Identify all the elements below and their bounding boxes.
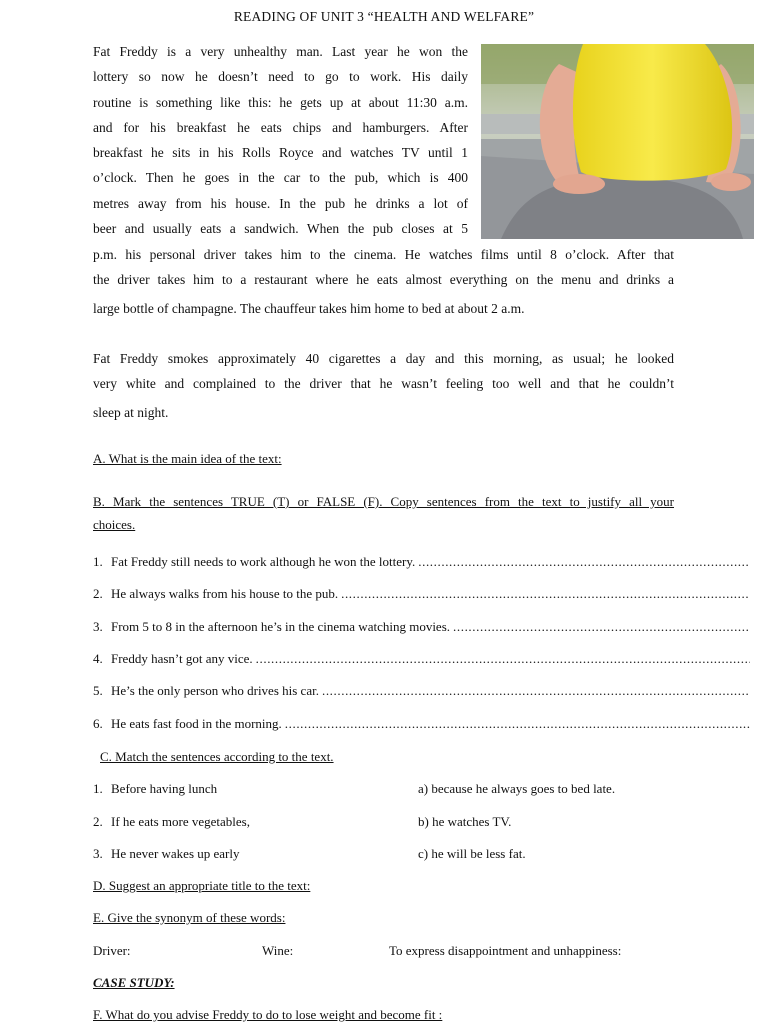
item-text: Fat Freddy still needs to work although he won the lottery. bbox=[111, 554, 416, 569]
passage-paragraph-2 bbox=[93, 346, 674, 397]
case-study-heading: CASE STUDY: bbox=[93, 975, 175, 990]
item-number: 2. bbox=[93, 814, 103, 829]
section-e-heading: E. Give the synonym of these words: bbox=[93, 910, 286, 925]
match-left-text: He never wakes up early bbox=[111, 846, 240, 861]
passage-line: large bottle of champagne. The chauffeur takes him home to bed at about 2 a.m. bbox=[93, 301, 525, 316]
page-title: READING OF UNIT 3 “HEALTH AND WELFARE” bbox=[233, 9, 535, 24]
passage-line: lottery so now he doesn’t need to go to work. His daily bbox=[93, 69, 468, 85]
section-b-line: B. Mark the sentences TRUE (T) or FALSE (F). Copy sentences from the text to justify all your bbox=[93, 494, 674, 509]
match-left bbox=[93, 814, 250, 830]
passage-line: routine is something like this: he gets up at about 11:30 a.m. bbox=[93, 94, 468, 110]
item-text: He always walks from his house to the pub. bbox=[111, 586, 339, 601]
passage-line: very white and complained to the driver that he wasn’t feeling too well and that he couldn’t bbox=[93, 376, 674, 392]
match-left-text: Before having lunch bbox=[111, 781, 218, 796]
item-number: 2. bbox=[93, 586, 103, 601]
match-left bbox=[93, 781, 217, 797]
tf-item bbox=[93, 683, 750, 699]
match-right: c) he will be less fat. bbox=[418, 846, 526, 861]
passage-line: sleep at night. bbox=[93, 405, 169, 420]
answer-line[interactable] bbox=[341, 586, 750, 602]
item-text: He’s the only person who drives his car. bbox=[111, 683, 319, 698]
passage-line: beer and usually eats a sandwich. When the pub closes at 5 bbox=[93, 221, 468, 237]
section-b-heading bbox=[93, 490, 674, 536]
passage-line: p.m. his personal driver takes him to the cinema. He watches films until 8 o’clock. After that bbox=[93, 247, 674, 262]
match-right: b) he watches TV. bbox=[418, 814, 512, 829]
passage-full-1 bbox=[93, 242, 674, 293]
tf-item bbox=[93, 586, 750, 602]
man-in-yellow-vest-photo bbox=[481, 44, 754, 239]
match-left bbox=[93, 846, 240, 862]
synonym-wine: Wine: bbox=[262, 943, 294, 958]
passage-line: the driver takes him to a restaurant where he eats almost everything on the menu and drinks a bbox=[93, 272, 674, 288]
section-b-line: choices. bbox=[93, 517, 136, 532]
tf-item bbox=[93, 554, 750, 570]
passage-line: o’clock. Then he goes in the car to the pub, which is 400 bbox=[93, 170, 468, 186]
item-text: Freddy hasn’t got any vice. bbox=[111, 651, 253, 666]
passage-wrapped bbox=[93, 39, 468, 241]
item-number: 3. bbox=[93, 846, 103, 861]
passage-line: breakfast he sits in his Rolls Royce and watches TV until 1 bbox=[93, 145, 468, 161]
item-number: 1. bbox=[93, 781, 103, 796]
section-a-heading: A. What is the main idea of the text: bbox=[93, 451, 282, 466]
item-text: From 5 to 8 in the afternoon he’s in the cinema watching movies. bbox=[111, 619, 451, 634]
section-c-heading: C. Match the sentences according to the text. bbox=[100, 749, 334, 764]
tf-item bbox=[93, 716, 750, 732]
answer-line[interactable] bbox=[256, 651, 750, 667]
item-number: 3. bbox=[93, 619, 103, 634]
item-number: 5. bbox=[93, 683, 103, 698]
match-right: a) because he always goes to bed late. bbox=[418, 781, 616, 796]
synonym-disappointment: To express disappointment and unhappiness: bbox=[389, 943, 622, 958]
item-number: 6. bbox=[93, 716, 103, 731]
item-text: He eats fast food in the morning. bbox=[111, 716, 282, 731]
answer-line[interactable] bbox=[322, 683, 750, 699]
passage-line: Fat Freddy is a very unhealthy man. Last year he won the bbox=[93, 44, 468, 59]
section-f-heading: F. What do you advise Freddy to do to lose weight and become fit : bbox=[93, 1007, 443, 1022]
tf-item bbox=[93, 651, 750, 667]
match-left-text: If he eats more vegetables, bbox=[111, 814, 250, 829]
synonym-driver: Driver: bbox=[93, 943, 131, 958]
answer-line[interactable] bbox=[285, 716, 750, 732]
answer-line[interactable] bbox=[453, 619, 750, 635]
item-number: 4. bbox=[93, 651, 103, 666]
item-number: 1. bbox=[93, 554, 103, 569]
passage-line: metres away from his house. In the pub he drinks a lot of bbox=[93, 195, 468, 211]
answer-line[interactable] bbox=[418, 554, 750, 570]
section-d-heading: D. Suggest an appropriate title to the text: bbox=[93, 878, 311, 893]
passage-line: and for his breakfast he eats chips and hamburgers. After bbox=[93, 119, 468, 135]
tf-item bbox=[93, 619, 750, 635]
passage-line: Fat Freddy smokes approximately 40 cigarettes a day and this morning, as usual; he looked bbox=[93, 351, 674, 366]
